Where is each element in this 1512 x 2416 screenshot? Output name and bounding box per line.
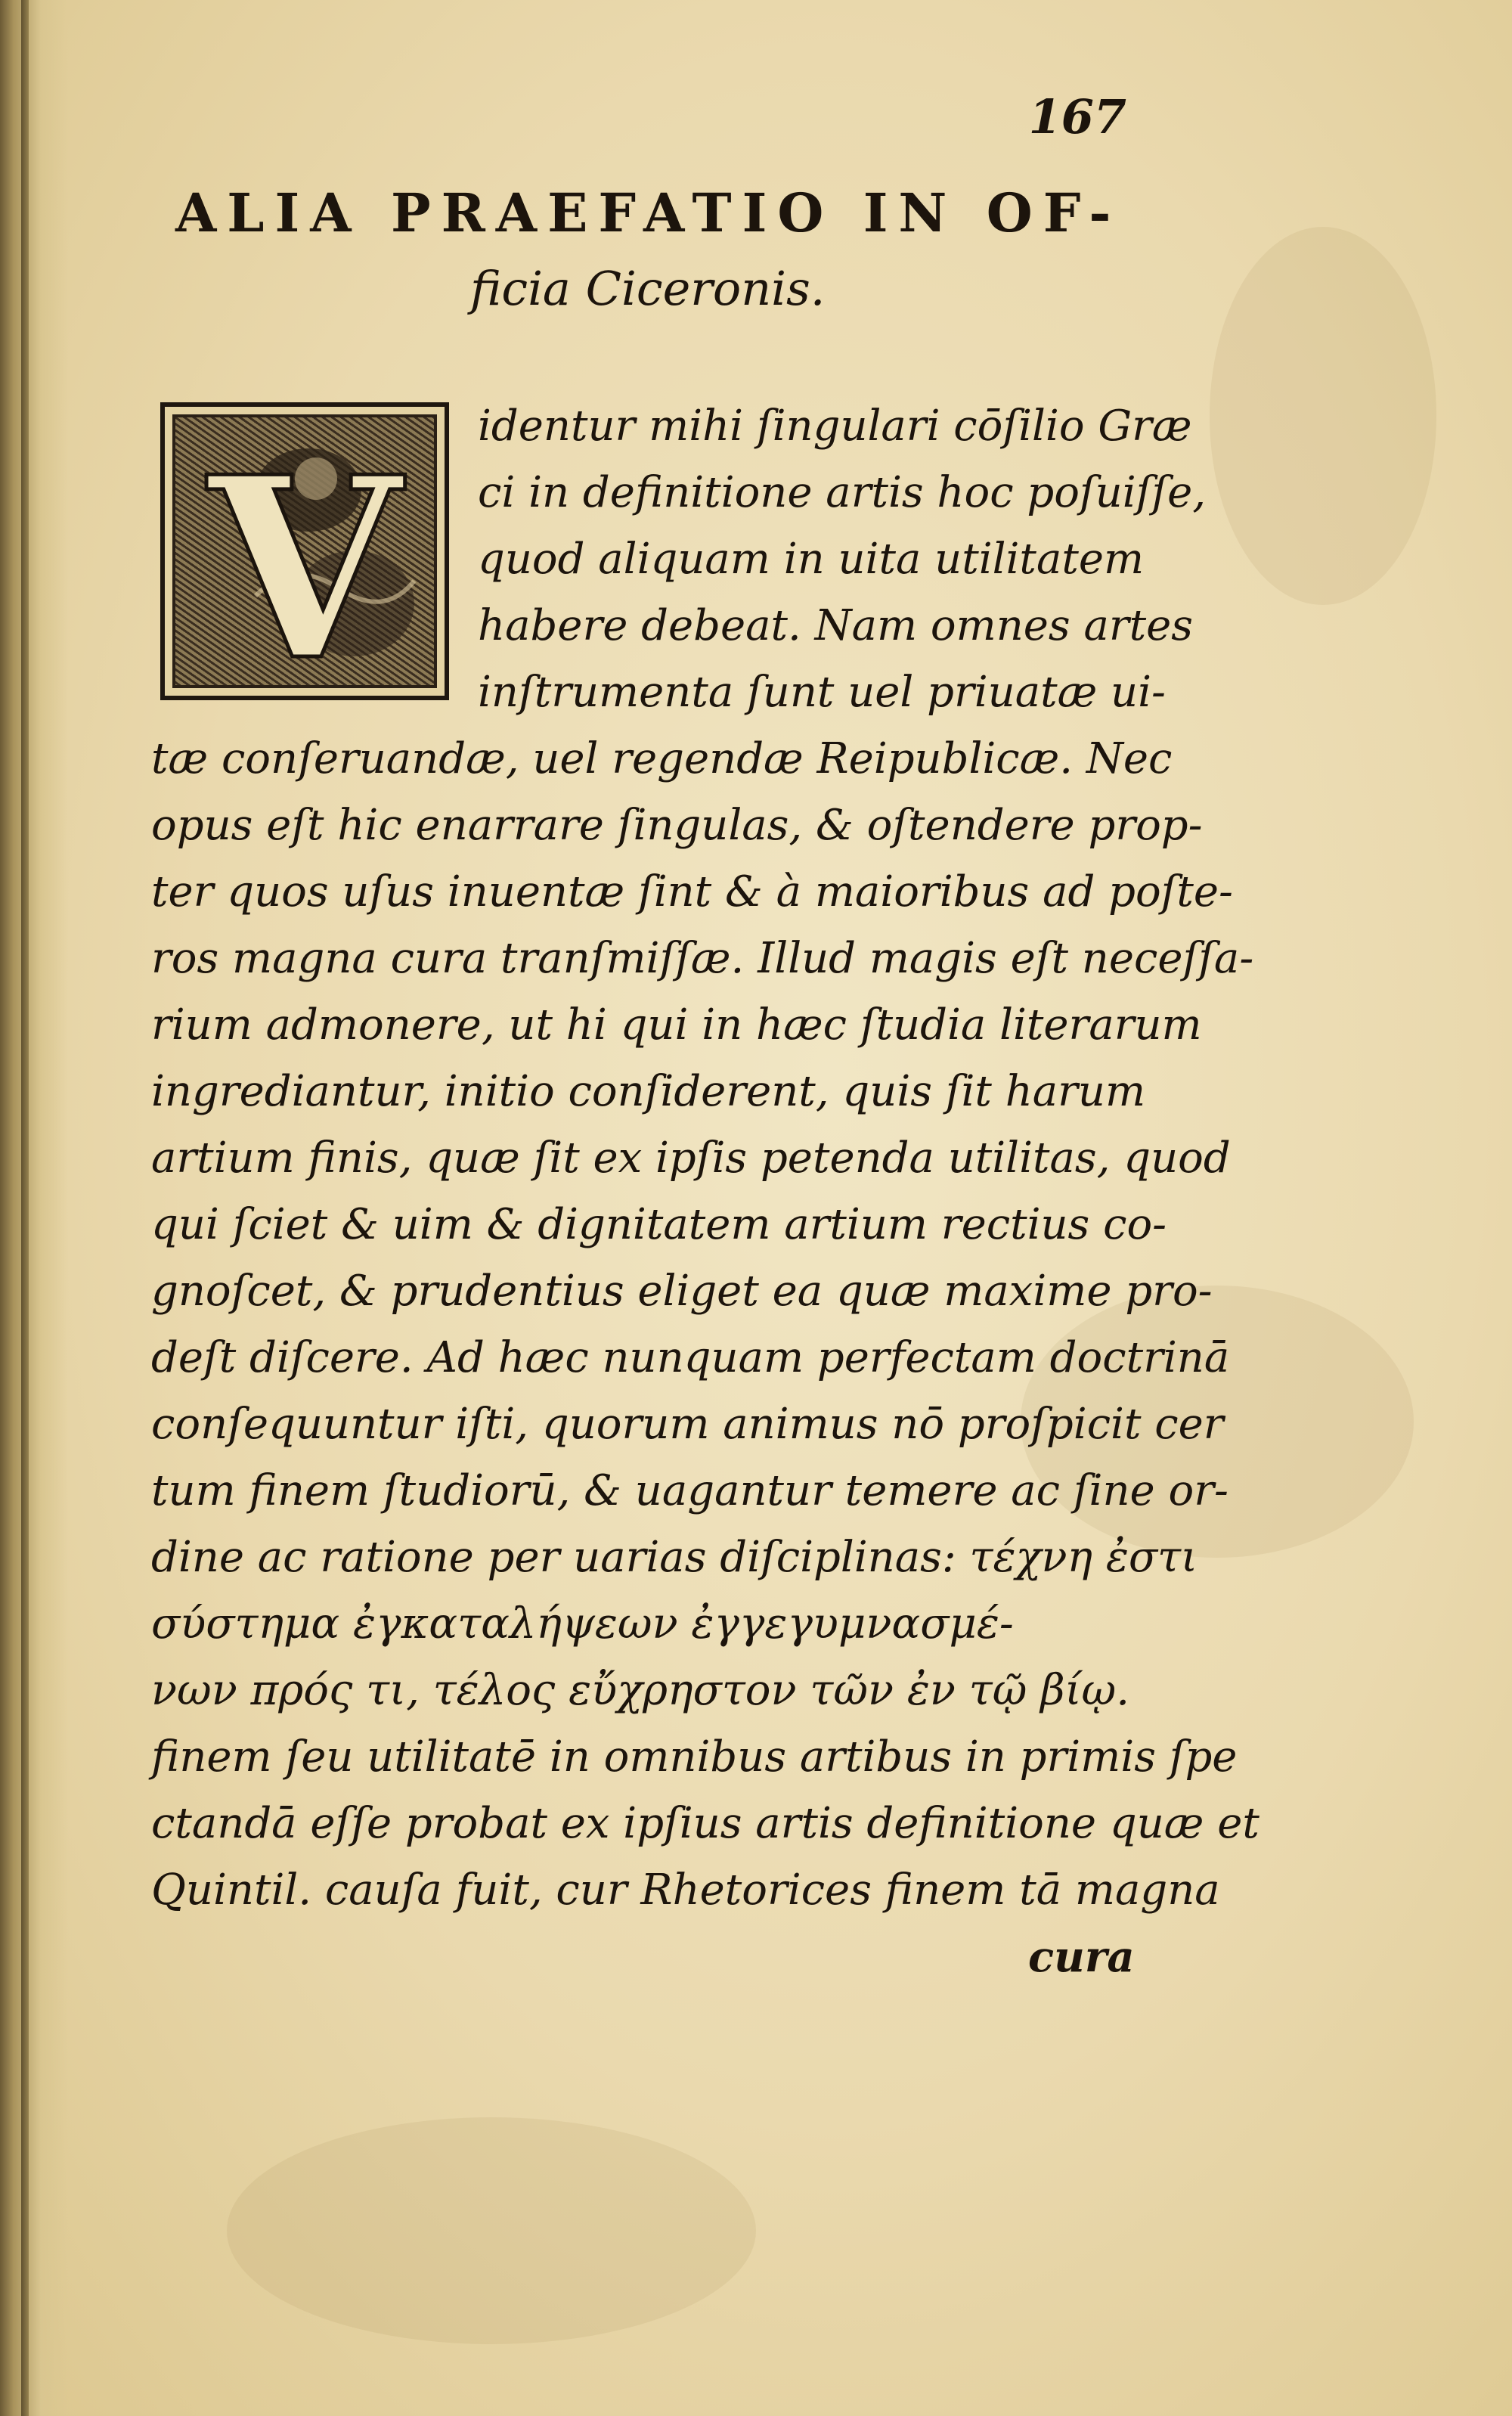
text-line: habere debeat. Nam omnes artes [478, 601, 1194, 650]
binding-shadow [0, 0, 68, 2416]
text-line: quod aliquam in uita utilitatem [478, 535, 1145, 584]
page-number: 167 [1028, 89, 1126, 144]
text-line: conſequuntur iſti, quorum animus nō proſpicit cer [151, 1400, 1224, 1449]
initial-letter: V [207, 422, 402, 696]
text-line: ingrediantur, initio conſiderent, quis ſit harum [151, 1067, 1146, 1116]
text-line: ter quos uſus inuentæ ſint & à maioribus ad poſte- [151, 867, 1233, 916]
text-line: Quintil. cauſa fuit, cur Rhetorices finem tā magna [151, 1865, 1220, 1915]
text-line: qui ſciet & uim & dignitatem artium rectius co- [151, 1200, 1167, 1249]
text-line: rium admonere, ut hi qui in hæc ſtudia literarum [151, 1000, 1202, 1050]
text-line: tæ conſeruandæ, uel regendæ Reipublicæ. Nec [151, 734, 1173, 783]
text-line: identur mihi ſingulari cōſilio Græ [478, 402, 1192, 451]
paper-stain [227, 2117, 756, 2344]
catchword: cura [1028, 1932, 1135, 1982]
text-line: ci in definitione artis hoc poſuiſſe, [478, 468, 1207, 517]
paper-stain [1210, 227, 1436, 605]
section-heading-continuation: ficia Ciceronis. [470, 261, 826, 316]
text-line: inſtrumenta ſunt uel priuatæ ui- [478, 668, 1166, 717]
text-line: opus eſt hic enarrare ſingulas, & oſtendere prop- [151, 801, 1203, 850]
text-line: ctandā eſſe probat ex ipſius artis definitione quæ et [151, 1799, 1259, 1848]
binding-edge [21, 0, 29, 2416]
text-line: artium finis, quæ ſit ex ipſis petenda utilitas, quod [151, 1134, 1231, 1183]
woodcut-illustration [165, 407, 445, 696]
text-line: gnoſcet, & prudentius eliget ea quæ maxime pro- [151, 1267, 1213, 1316]
text-line: ros magna cura tranſmiſſæ. Illud magis eſt neceſſa- [151, 934, 1254, 983]
text-line: dine ac ratione per uarias diſciplinas: τέχνη ἐστι [151, 1533, 1198, 1582]
text-line: finem ſeu utilitatē in omnibus artibus in primis ſpe [151, 1732, 1238, 1782]
section-heading: ALIA PRAEFATIO IN OF- [175, 181, 1122, 244]
text-line: deſt diſcere. Ad hæc nunquam perfectam doctrinā [151, 1333, 1230, 1382]
text-line: tum finem ſtudiorū, & uagantur temere ac ſine or- [151, 1466, 1228, 1515]
greek-text-line: σύστημα ἐγκαταλήψεων ἐγγεγυμνασμέ- [151, 1599, 1014, 1648]
decorated-initial [160, 402, 449, 700]
greek-text-line: νων πρός τι, τέλος εὔχρηστον τῶν ἐν τῷ βίῳ. [151, 1666, 1129, 1715]
